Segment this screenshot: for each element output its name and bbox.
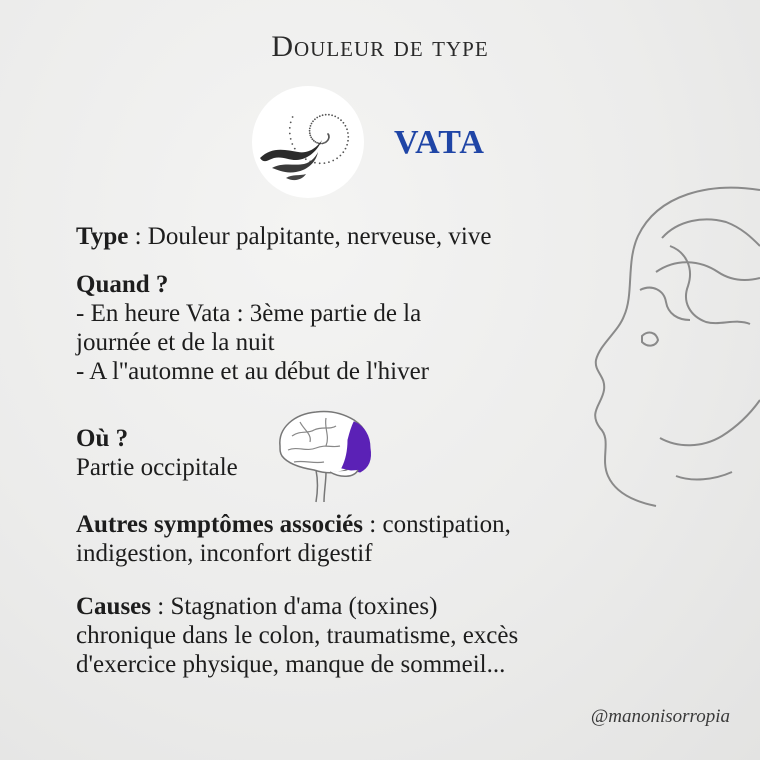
type-sep: : [128,223,148,250]
head-profile-outline-icon [560,176,760,516]
causes-sep: : [151,593,171,620]
quand-line: - A l''automne et au début de l'hiver [76,358,430,385]
type-value: Douleur palpitante, nerveuse, vive [147,223,492,250]
quand-line: journée et de la nuit [76,329,275,356]
author-handle: @manonisorropia [590,706,730,727]
quand-label: Quand ? [76,271,169,298]
autres-label: Autres symptômes associés [76,511,364,538]
type-line [76,222,491,251]
ou-section [76,424,238,482]
causes-label: Causes [76,593,152,620]
ou-value: Partie occipitale [76,454,238,481]
type-label: Type [76,223,129,250]
page-title: Douleur de type [271,30,489,63]
autres-value: constipation, [382,511,511,538]
quand-line: - En heure Vata : 3ème partie de la [76,300,422,327]
quand-section [76,270,429,386]
brain-occipital-icon [270,406,382,510]
causes-section [76,592,518,679]
autres-sep: : [363,511,383,538]
autres-line2: indigestion, inconfort digestif [76,540,373,567]
wind-swirl-logo-icon [252,86,364,198]
causes-line3: d'exercice physique, manque de sommeil... [76,651,506,678]
autres-section [76,510,511,568]
causes-line1: Stagnation d'ama (toxines) [170,593,438,620]
causes-line2: chronique dans le colon, traumatisme, excès [76,622,519,649]
ou-label: Où ? [76,425,129,452]
dosha-name: VATA [394,124,485,161]
